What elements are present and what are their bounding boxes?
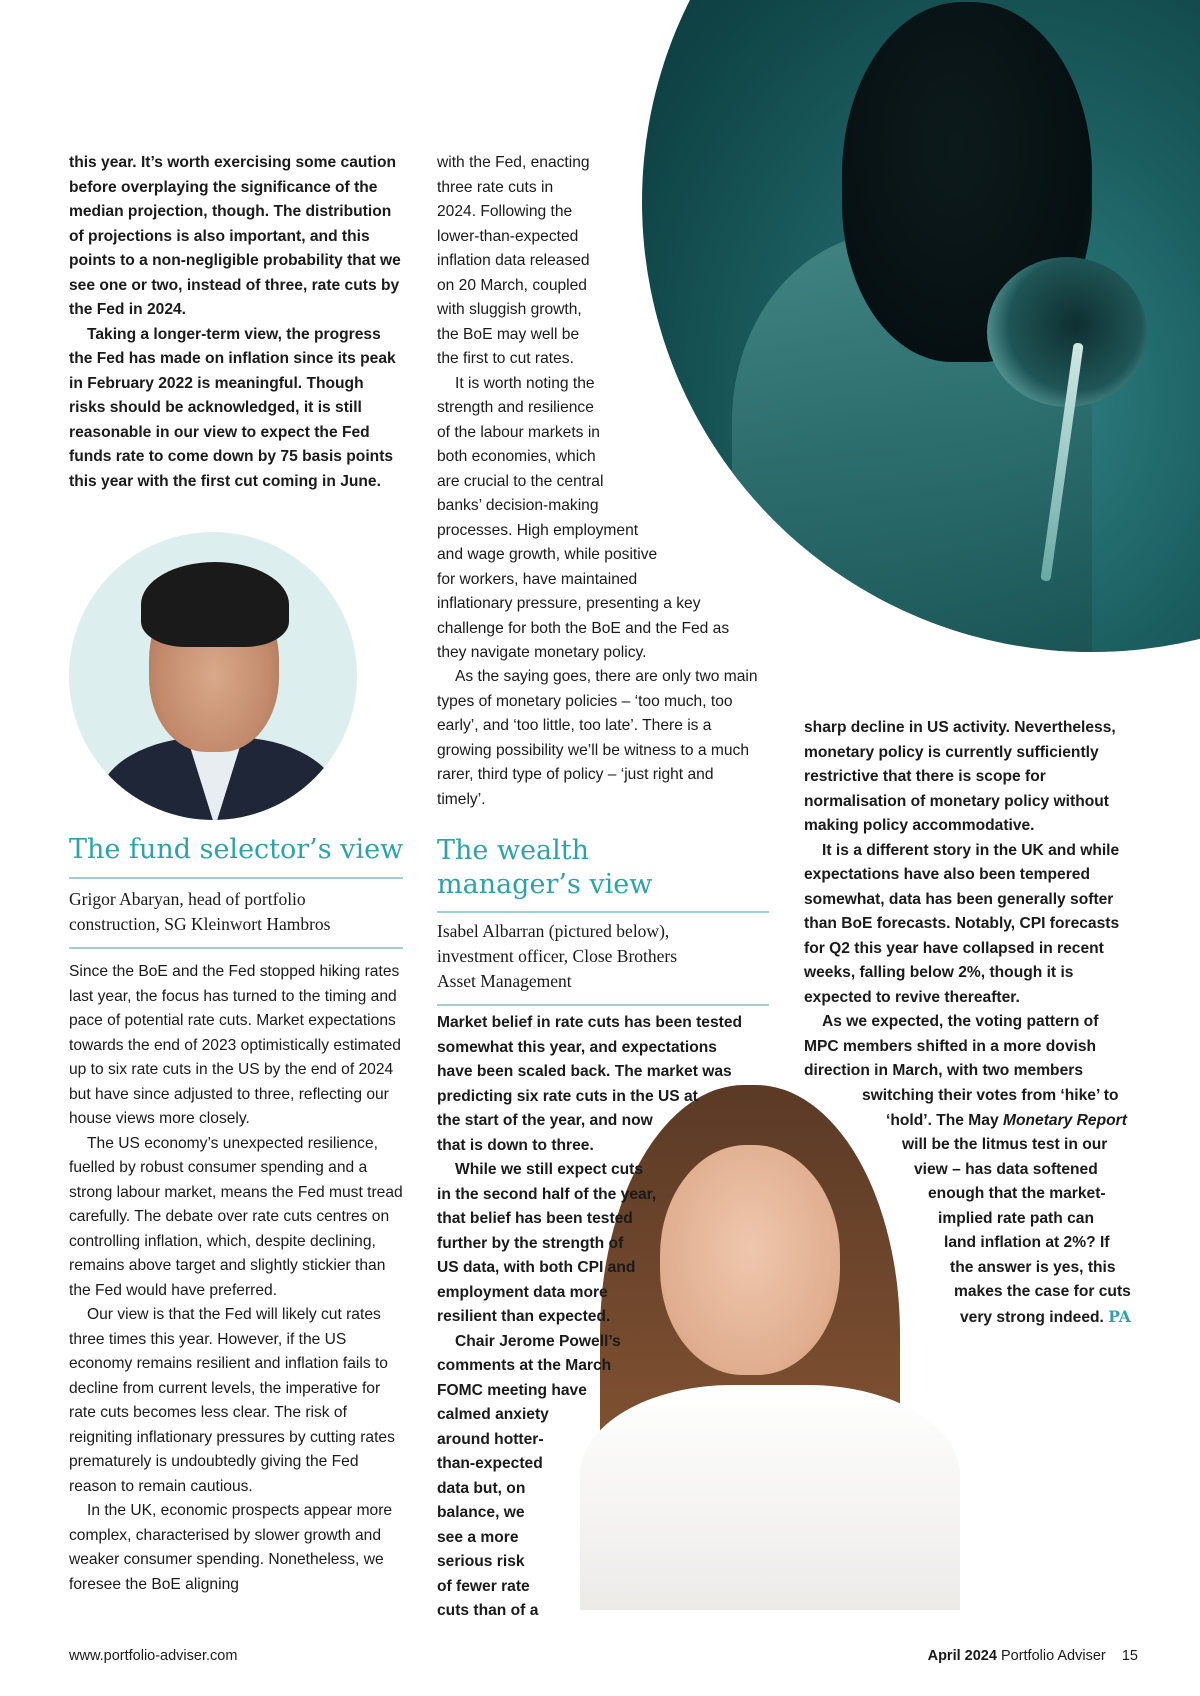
column-3-body [804, 716, 1144, 1084]
paragraph: It is a different story in the UK and while expectations have also been tempered somewhat, data has been generally softer than BoE forecasts. Notably, CPI forecasts for Q2 this year have collapsed in recent weeks, falling below 2%, though it is expected to revive thereafter. [804, 841, 1120, 1006]
portrait-grigor-abaryan [69, 532, 357, 820]
text-line: Chair Jerome Powell’s [455, 1332, 621, 1350]
paragraph: As the saying goes, there are only two main types of monetary policies – ‘too much, too early’, and ‘too little, too late’. There is a growing possibility we’ll be witness to a much rarer, third type of policy – ‘just right and timely’. [437, 668, 758, 808]
heading-line: manager’s view [437, 869, 653, 900]
text-line: While we still expect cuts [455, 1161, 644, 1178]
report-title: Monetary Report [1002, 1111, 1127, 1129]
text-line: view – has data softened [914, 1160, 1098, 1178]
text-line: than-expected [437, 1455, 543, 1472]
text-line: in the second half of the year, [437, 1185, 657, 1203]
text-line: of fewer rate [437, 1577, 530, 1595]
text-line: processes. High employment [437, 521, 639, 539]
text-line: land inflation at 2%? If [944, 1234, 1110, 1251]
text-line: MPC members shifted in a more dovish [804, 1037, 1097, 1055]
text-line: that is down to three. [437, 1136, 594, 1154]
byline-divider [437, 1004, 769, 1006]
text-span: very strong indeed. [960, 1308, 1104, 1326]
text-line: on 20 March, coupled [437, 276, 587, 294]
text-line: challenge for both the BoE and the Fed as [437, 619, 730, 637]
paragraph: Taking a longer-term view, the progress the Fed has made on inflation since its peak in February 2022 is meaningful. Though risks should be acknowledged, it is still reasonable in our view to expect the Fed funds rate to come down by 75 basis points this year with the first cut coming in June. [69, 325, 396, 490]
byline-line: construction, SG Kleinwort Hambros [69, 914, 331, 934]
text-line: lower-than-expected [437, 227, 579, 245]
column-2-continuation [437, 151, 777, 666]
text-line: further by the strength of [437, 1234, 624, 1252]
text-line: three rate cuts in [437, 178, 554, 196]
page-number: 15 [1121, 1648, 1138, 1664]
text-line: resilient than expected. [437, 1308, 611, 1325]
heading-line: The wealth [437, 835, 590, 866]
byline-line: investment officer, Close Brothers [437, 946, 678, 966]
text-line: balance, we [437, 1504, 525, 1521]
text-line: 2024. Following the [437, 203, 573, 220]
paragraph: Since the BoE and the Fed stopped hiking rates last year, the focus has turned to the timing and pace of potential rate cuts. Market expectations towards the end of 2023 optimistically estimated up to six rate cuts in the US by the end of 2024 but have since adjusted to three, reflecting our house views more closely. [69, 963, 401, 1127]
text-line: cuts than of a [437, 1602, 539, 1619]
wealth-manager-heading [437, 834, 767, 902]
text-line: inflation data released [437, 252, 590, 269]
text-line: Market belief in rate cuts has been tested [437, 1014, 743, 1031]
text-line: switching their votes from ‘hike’ to [862, 1087, 1119, 1104]
text-line: with the Fed, enacting [437, 154, 590, 171]
text-line: implied rate path can [938, 1209, 1094, 1227]
text-line: predicting six rate cuts in the US at [437, 1087, 698, 1105]
text-line: that belief has been tested [437, 1210, 633, 1227]
text-line: both economies, which [437, 448, 596, 465]
text-line: see a more [437, 1528, 519, 1546]
text-line: the answer is yes, this [950, 1258, 1116, 1276]
column-3-wrap [804, 1084, 1144, 1330]
text-line: for workers, have maintained [437, 570, 638, 588]
text-line: are crucial to the central [437, 472, 604, 490]
paragraph: In the UK, economic prospects appear more complex, characterised by slower growth and weaker consumer spending. Nonetheless, we foresee the BoE aligning [69, 1502, 393, 1593]
signoff-initials: PA [1108, 1306, 1131, 1326]
text-line: It is worth noting the [455, 374, 595, 392]
byline-line: Grigor Abaryan, head of portfolio [69, 889, 306, 909]
paragraph: this year. It’s worth exercising some caution before overplaying the significance of the median projection, though. The distribution of projections is also important, and this points to a non-negligible probability that we see one or two, instead of three, rate cuts by the Fed in 2024. [69, 154, 401, 318]
text-line: have been scaled back. The market was [437, 1063, 732, 1080]
heading-divider [69, 877, 403, 879]
byline-line: Isabel Albarran (pictured below), [437, 921, 670, 941]
text-line: they navigate monetary policy. [437, 644, 647, 661]
text-line: makes the case for cuts [954, 1283, 1131, 1300]
issue-date: April 2024 [927, 1648, 997, 1664]
text-line: banks’ decision-making [437, 497, 599, 514]
text-line: calmed anxiety [437, 1406, 549, 1423]
column-1-intro [69, 151, 404, 494]
column-2-paragraph-3 [437, 665, 765, 812]
paragraph: Our view is that the Fed will likely cut rates three times this year. However, if the US economy remains resilient and inflation fails to decline from current levels, the imperative for rate cuts becomes less clear. The risk of reigniting inflationary pressures by cutting rates prematurely is undoubtedly giving the Fed reason to remain cautious. [69, 1306, 395, 1495]
text-line: will be the litmus test in our [902, 1136, 1108, 1153]
fund-selector-heading: The fund selector’s view [69, 834, 404, 865]
text-line: employment data more [437, 1283, 608, 1301]
text-line [804, 1109, 1144, 1134]
fund-selector-body [69, 960, 407, 1597]
text-line: data but, on [437, 1479, 526, 1497]
text-line: somewhat this year, and expectations [437, 1038, 717, 1056]
text-line: around hotter- [437, 1430, 544, 1448]
text-line: of the labour markets in [437, 423, 600, 441]
paragraph: sharp decline in US activity. Nevertheless, monetary policy is currently sufficiently restrictive that there is scope for normalisation of monetary policy without making policy accommodative. [804, 719, 1116, 834]
text-line: US data, with both CPI and [437, 1259, 636, 1276]
text-line: serious risk [437, 1553, 525, 1570]
text-line: comments at the March [437, 1357, 612, 1374]
text-line: the BoE may well be [437, 325, 580, 343]
text-line: strength and resilience [437, 399, 594, 416]
magazine-name: Portfolio Adviser [1000, 1648, 1106, 1664]
text-line: the start of the year, and now [437, 1112, 653, 1129]
text-line: direction in March, with two members [804, 1062, 1083, 1079]
text-line: with sluggish growth, [437, 301, 582, 318]
footer-issue [928, 1648, 1138, 1664]
text-line [804, 1305, 1144, 1331]
text-line: enough that the market- [928, 1185, 1106, 1202]
text-span: ‘hold’. The May [886, 1111, 999, 1129]
text-line: FOMC meeting have [437, 1381, 587, 1399]
wealth-manager-byline [437, 919, 777, 994]
text-line: and wage growth, while positive [437, 546, 658, 563]
text-line: As we expected, the voting pattern of [822, 1013, 1099, 1030]
heading-divider [437, 911, 769, 913]
wealth-manager-body [437, 1011, 777, 1624]
fund-selector-byline [69, 887, 409, 937]
portrait-hair [141, 562, 289, 647]
footer-website: www.portfolio-adviser.com [69, 1648, 238, 1664]
text-line: inflationary pressure, presenting a key [437, 595, 701, 612]
byline-divider [69, 947, 403, 949]
paragraph: The US economy’s unexpected resilience, fuelled by robust consumer spending and a strong labour market, means the Fed must tread carefully. The debate over rate cuts centres on controlling inflation, which, despite declining, remains above target and slightly stickier than the Fed would have preferred. [69, 1134, 403, 1299]
byline-line: Asset Management [437, 971, 572, 991]
text-line: the first to cut rates. [437, 350, 574, 367]
